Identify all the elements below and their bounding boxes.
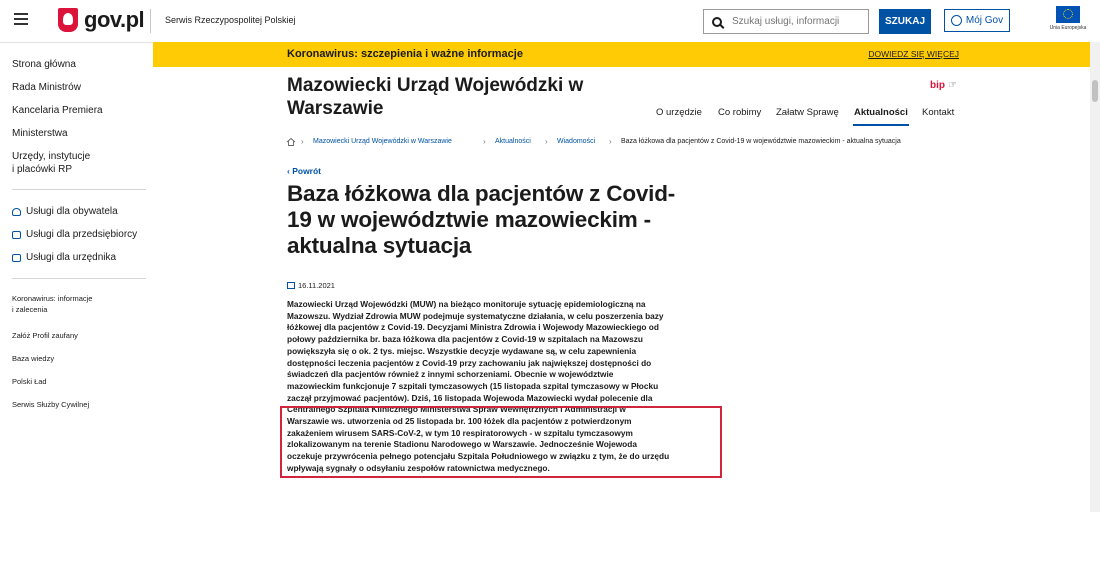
briefcase-icon [12, 231, 21, 239]
eu-flag-icon [1056, 6, 1080, 23]
gov-logo[interactable] [58, 7, 144, 33]
office-title-line1: Mazowiecki Urząd Wojewódzki w [287, 75, 584, 96]
article-title-line: Baza łóżkowa dla pacjentów z Covid- [287, 181, 676, 206]
person-icon [12, 208, 21, 216]
bip-logo[interactable]: bip [930, 80, 945, 91]
sidebar-service-obywatel[interactable] [12, 206, 118, 217]
search-box[interactable] [703, 9, 869, 34]
breadcrumb-separator: › [609, 137, 612, 146]
article-line: mazowieckim funkcjonuje 7 szpitali tymczasowych (15 listopada szpital tymczasowy w Płocku [287, 380, 659, 391]
page-scrollbar-thumb[interactable] [1092, 80, 1098, 102]
calendar-icon [287, 282, 295, 289]
article-date-value: 16.11.2021 [298, 281, 335, 290]
sidebar-link-profil-zaufany[interactable]: Załóż Profil zaufany [12, 331, 78, 340]
top-header [0, 0, 1100, 43]
breadcrumb-current: Baza łóżkowa dla pacjentów z Covid-19 w województwie mazowieckim - aktualna sytuacja [621, 138, 901, 145]
nav-active-underline [853, 124, 909, 126]
nav-zalatw-sprawe[interactable]: Załatw Sprawę [776, 107, 839, 118]
sidebar-divider [12, 278, 146, 279]
article-line: powiększyła się o ok. 2 tys. miejsc. Wszystkie decyzje wydawane są, w celu zapewnienia [287, 345, 637, 356]
sidebar-item-kancelaria[interactable]: Kancelaria Premiera [12, 105, 103, 116]
breadcrumb-muw[interactable]: Mazowiecki Urząd Wojewódzki w Warszawie [313, 138, 452, 145]
article-line: zakażeniem wirusem SARS-CoV-2, w tym 10 respiratorowych - w szpitalu tymczasowym [287, 427, 633, 438]
sidebar-item-rada-ministrow[interactable]: Rada Ministrów [12, 82, 81, 93]
office-title-line2: Warszawie [287, 98, 384, 119]
breadcrumb-wiadomosci[interactable]: Wiadomości [557, 138, 596, 145]
moj-gov-label: Mój Gov [965, 15, 1004, 26]
sidebar-link-koronawirus-line2[interactable]: i zalecenia [12, 305, 48, 314]
search-input[interactable] [730, 15, 864, 28]
article-date [287, 281, 335, 290]
article-title [287, 181, 747, 259]
article-line: dostępności leczenia pacjentów z Covid-19 przy zachowaniu jak największej dostępności do [287, 357, 652, 368]
article-line: świadczeń dla pacjentów również z innymi schorzeniami. Obecnie w województwie [287, 369, 614, 380]
article-line: Mazowszu. Wydział Zdrowia MUW podejmuje systematyczne działania, w celu poszerzenia bazy [287, 310, 664, 321]
sidebar-item-urzedy-line2[interactable]: i placówki RP [12, 164, 73, 175]
article-body [287, 299, 729, 475]
nav-kontakt[interactable]: Kontakt [922, 107, 955, 118]
sidebar-item-home[interactable]: Strona główna [12, 59, 76, 70]
article-title-line: 19 w województwie mazowieckim - [287, 207, 651, 232]
office-title[interactable] [287, 74, 617, 120]
page-scrollbar[interactable] [1090, 42, 1100, 512]
sidebar-link-sluzba-cywilna[interactable]: Serwis Służby Cywilnej [12, 400, 90, 409]
logo-text: gov.pl [84, 7, 145, 32]
search-button[interactable]: SZUKAJ [879, 9, 931, 34]
nav-o-urzedzie[interactable]: O urzędzie [656, 107, 702, 118]
service-label: Usługi dla obywatela [26, 206, 118, 217]
banner-title: Koronawirus: szczepienia i ważne informacje [287, 48, 523, 60]
sidebar-service-urzednik[interactable] [12, 252, 116, 263]
article-line: połowy października br. baza łóżkowa dla pacjentów z Covid-19 w szpitalach na Mazowszu [287, 334, 643, 345]
sidebar-link-koronawirus[interactable]: Koronawirus: informacje [12, 294, 93, 303]
breadcrumb-separator: › [545, 137, 548, 146]
article-title-line: aktualna sytuacja [287, 233, 472, 258]
sidebar-link-baza-wiedzy[interactable]: Baza wiedzy [12, 354, 55, 363]
article-line: łóżkowej dla pacjentów z Covid-19. Decyzjami Ministra Zdrowia i Wojewody Mazowieckiego od [287, 322, 659, 333]
sidebar-item-urzedy[interactable]: Urzędy, instytucje [12, 151, 91, 162]
monitor-icon [12, 254, 21, 262]
sidebar-divider [12, 189, 146, 190]
sidebar-item-ministerstwa[interactable]: Ministerstwa [12, 128, 68, 139]
covid-banner [153, 42, 1090, 67]
article-line: wpływają sygnały o odsyłaniu zespołów ratownictwa medycznego. [287, 462, 550, 473]
logo-divider [150, 9, 151, 33]
back-label: Powrót [292, 166, 322, 176]
service-label: Usługi dla przedsiębiorcy [26, 229, 138, 240]
article-line: zlokalizowanym na terenie Stadionu Narodowego w Warszawie. Jednocześnie Wojewoda [287, 439, 637, 450]
user-icon [951, 15, 962, 26]
hamburger-menu-icon[interactable] [14, 13, 28, 25]
article-line: Warszawie ws. utworzenia od 25 listopada br. 100 łóżek dla pacjentów z potwierdzonym [287, 416, 632, 427]
eu-label: Unia Europejska [1049, 25, 1087, 31]
nav-aktualnosci[interactable]: Aktualności [854, 107, 908, 118]
nav-co-robimy[interactable]: Co robimy [718, 107, 762, 118]
eagle-emblem-icon [58, 8, 78, 32]
sidebar-service-przedsiebiorca[interactable] [12, 229, 137, 240]
search-icon [712, 17, 722, 27]
sidebar-link-polski-lad[interactable]: Polski Ład [12, 377, 47, 386]
banner-more-link[interactable]: DOWIEDZ SIĘ WIĘCEJ [868, 49, 959, 59]
breadcrumb-separator: › [483, 137, 486, 146]
article-line: zaczął przyjmować pacjentów). Dziś, 16 listopada Wojewoda Mazowiecki wydał polecenie dla [287, 392, 653, 403]
article-line: Centralnego Szpitala Klinicznego Ministerstwa Spraw Wewnętrznych i Administracji w [287, 404, 626, 415]
moj-gov-button[interactable] [944, 9, 1010, 32]
back-link[interactable]: ‹ Powrót [287, 166, 322, 176]
breadcrumb-separator: › [301, 137, 304, 146]
service-label: Usługi dla urzędnika [26, 252, 117, 263]
article-line: Mazowiecki Urząd Wojewódzki (MUW) na bieżąco monitoruje sytuację epidemiologiczną na [287, 299, 646, 309]
sign-language-icon[interactable]: ☞ [948, 80, 957, 91]
eu-logo [1036, 3, 1100, 39]
serwis-label: Serwis Rzeczypospolitej Polskiej [165, 15, 296, 25]
article-line: oczekuje przywrócenia pełnego potencjału Szpitala Południowego w związku z tym, że do urzędu [287, 451, 670, 462]
home-icon[interactable] [286, 137, 296, 147]
breadcrumb-aktualnosci[interactable]: Aktualności [495, 138, 531, 145]
